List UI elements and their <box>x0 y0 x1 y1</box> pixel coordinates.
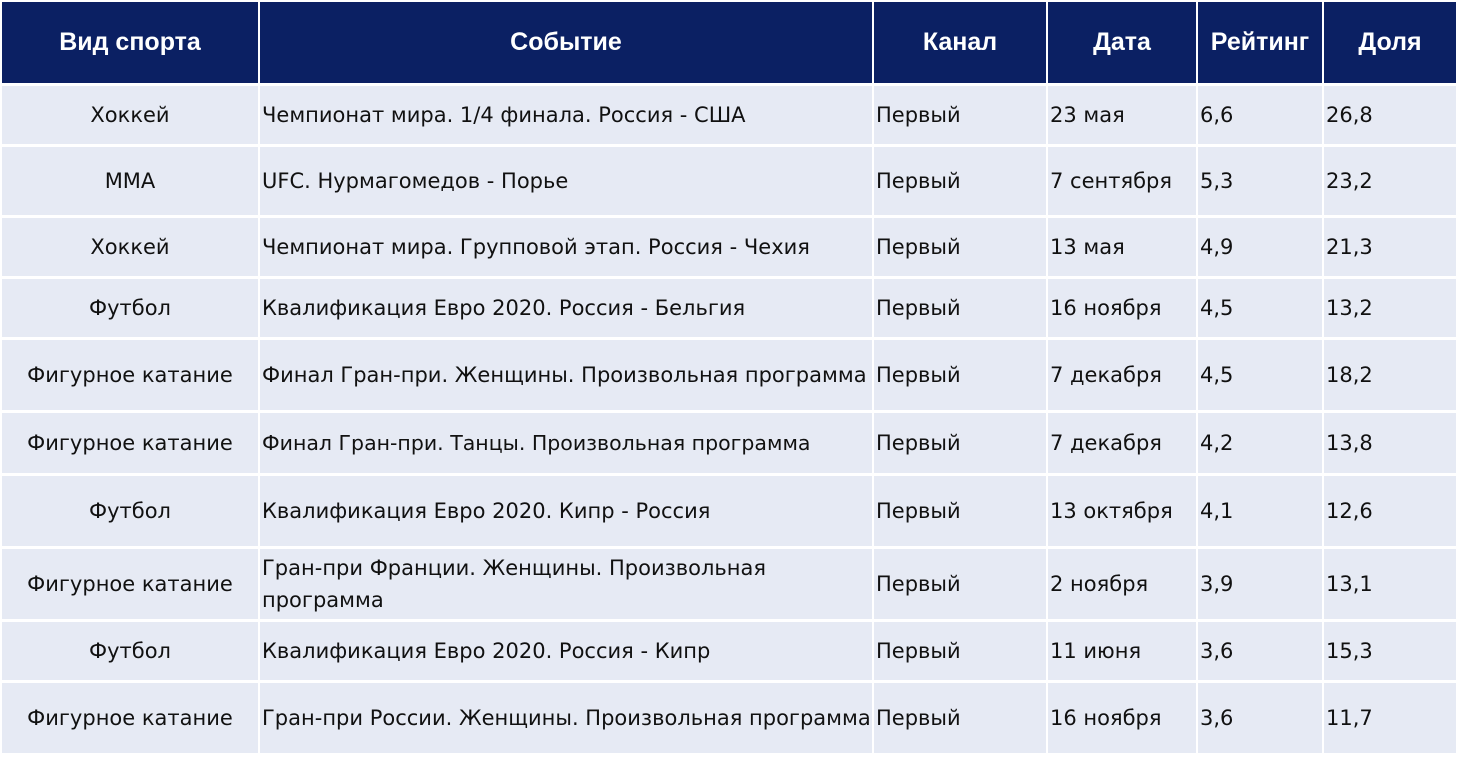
table-row <box>2 680 1456 753</box>
cell-date: 16 ноября <box>1048 680 1198 753</box>
cell-rating: 3,6 <box>1198 680 1324 753</box>
cell-rating: 4,9 <box>1198 215 1324 276</box>
cell-date: 11 июня <box>1048 619 1198 680</box>
cell-date: 13 октября <box>1048 473 1198 546</box>
header-share: Доля <box>1324 2 1456 83</box>
cell-share: 21,3 <box>1324 215 1456 276</box>
cell-channel: Первый <box>874 473 1048 546</box>
ratings-table <box>2 2 1456 753</box>
cell-event: Гран-при России. Женщины. Произвольная программа <box>260 680 874 753</box>
cell-share: 13,2 <box>1324 276 1456 337</box>
cell-event: Чемпионат мира. 1/4 финала. Россия - США <box>260 83 874 144</box>
cell-share: 11,7 <box>1324 680 1456 753</box>
cell-channel: Первый <box>874 276 1048 337</box>
table-row <box>2 473 1456 546</box>
cell-event: Финал Гран-при. Женщины. Произвольная программа <box>260 337 874 410</box>
header-event: Событие <box>260 2 874 83</box>
cell-channel: Первый <box>874 215 1048 276</box>
header-date: Дата <box>1048 2 1198 83</box>
cell-event: Квалификация Евро 2020. Россия - Кипр <box>260 619 874 680</box>
cell-sport: Фигурное катание <box>2 410 260 473</box>
cell-date: 23 мая <box>1048 83 1198 144</box>
cell-share: 12,6 <box>1324 473 1456 546</box>
cell-rating: 5,3 <box>1198 144 1324 215</box>
cell-sport: Фигурное катание <box>2 546 260 619</box>
cell-event: Квалификация Евро 2020. Кипр - Россия <box>260 473 874 546</box>
cell-rating: 3,9 <box>1198 546 1324 619</box>
table-row <box>2 546 1456 619</box>
cell-date: 7 декабря <box>1048 337 1198 410</box>
cell-sport: Хоккей <box>2 215 260 276</box>
cell-sport: Фигурное катание <box>2 337 260 410</box>
cell-share: 15,3 <box>1324 619 1456 680</box>
cell-sport: Футбол <box>2 619 260 680</box>
table-row <box>2 337 1456 410</box>
cell-date: 7 сентября <box>1048 144 1198 215</box>
cell-date: 7 декабря <box>1048 410 1198 473</box>
cell-rating: 3,6 <box>1198 619 1324 680</box>
table-row <box>2 83 1456 144</box>
header-channel: Канал <box>874 2 1048 83</box>
cell-share: 23,2 <box>1324 144 1456 215</box>
cell-event: Чемпионат мира. Групповой этап. Россия - Чехия <box>260 215 874 276</box>
cell-event: Гран-при Франции. Женщины. Произвольная программа <box>260 546 874 619</box>
cell-channel: Первый <box>874 680 1048 753</box>
table-row <box>2 619 1456 680</box>
cell-sport: Хоккей <box>2 83 260 144</box>
cell-channel: Первый <box>874 337 1048 410</box>
cell-sport: Фигурное катание <box>2 680 260 753</box>
cell-rating: 4,1 <box>1198 473 1324 546</box>
header-row <box>2 2 1456 83</box>
cell-share: 26,8 <box>1324 83 1456 144</box>
cell-rating: 4,5 <box>1198 337 1324 410</box>
cell-event: UFC. Нурмагомедов - Порье <box>260 144 874 215</box>
cell-sport: Футбол <box>2 473 260 546</box>
cell-channel: Первый <box>874 144 1048 215</box>
cell-channel: Первый <box>874 83 1048 144</box>
cell-channel: Первый <box>874 410 1048 473</box>
cell-sport: MMA <box>2 144 260 215</box>
cell-share: 13,1 <box>1324 546 1456 619</box>
cell-event: Финал Гран-при. Танцы. Произвольная программа <box>260 410 874 473</box>
cell-rating: 4,5 <box>1198 276 1324 337</box>
cell-sport: Футбол <box>2 276 260 337</box>
header-sport: Вид спорта <box>2 2 260 83</box>
table-row <box>2 215 1456 276</box>
table-row <box>2 144 1456 215</box>
cell-rating: 4,2 <box>1198 410 1324 473</box>
cell-event: Квалификация Евро 2020. Россия - Бельгия <box>260 276 874 337</box>
cell-date: 2 ноября <box>1048 546 1198 619</box>
table-row <box>2 276 1456 337</box>
header-rating: Рейтинг <box>1198 2 1324 83</box>
cell-rating: 6,6 <box>1198 83 1324 144</box>
ratings-table-container <box>2 2 1456 753</box>
cell-date: 16 ноября <box>1048 276 1198 337</box>
table-row <box>2 410 1456 473</box>
cell-channel: Первый <box>874 546 1048 619</box>
cell-channel: Первый <box>874 619 1048 680</box>
cell-share: 18,2 <box>1324 337 1456 410</box>
cell-date: 13 мая <box>1048 215 1198 276</box>
cell-share: 13,8 <box>1324 410 1456 473</box>
